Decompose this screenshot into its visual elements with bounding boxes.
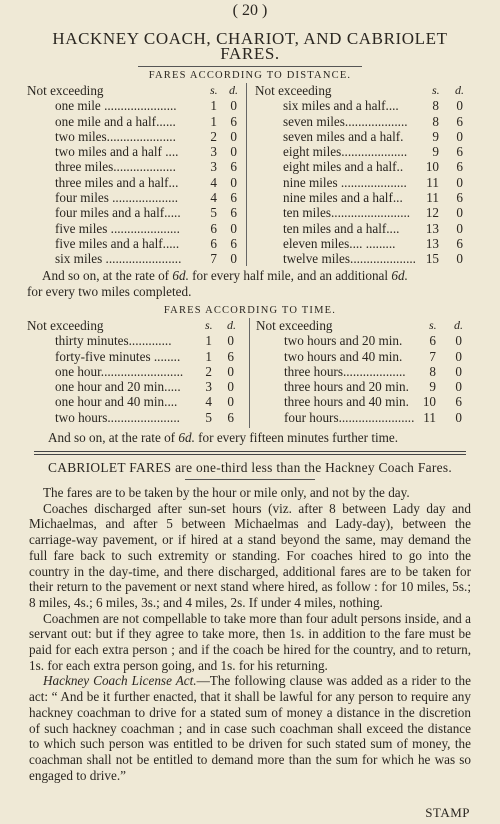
fare-label: seven miles and a half. (283, 128, 404, 144)
fare-row (255, 129, 470, 144)
fare-label: nine miles and a half... (283, 190, 403, 206)
fare-label: one hour......................... (55, 363, 184, 379)
time-column-divider (249, 318, 250, 428)
fare-shillings: 6 (210, 220, 217, 236)
fare-shillings: 8 (432, 113, 439, 129)
fare-shillings: 8 (432, 98, 439, 114)
fare-label: one mile and a half...... (55, 113, 176, 129)
time-left-header (27, 318, 245, 333)
fare-pence: 0 (230, 174, 237, 190)
fare-label: three miles................... (55, 159, 176, 175)
distance-note (42, 268, 482, 283)
fare-shillings: 6 (429, 333, 436, 349)
fare-pence: 0 (227, 363, 234, 379)
fare-shillings: 2 (205, 363, 212, 379)
time-left-column (27, 318, 245, 425)
paragraph-license-act (29, 673, 471, 783)
time-note-text-a: And so on, at the rate of (48, 430, 179, 445)
fare-row (27, 379, 245, 394)
not-exceeding-label: Not exceeding (27, 318, 104, 333)
distance-heading: FARES ACCORDING TO DISTANCE. (148, 70, 352, 81)
fare-row (255, 114, 470, 129)
fare-shillings: 9 (432, 128, 439, 144)
fare-row (255, 159, 470, 174)
fare-label: six miles ....................... (55, 251, 182, 267)
fare-pence: 0 (455, 409, 462, 425)
fare-pence: 0 (456, 251, 463, 267)
fare-label: eight miles and a half.. (283, 159, 404, 175)
fare-shillings: 5 (210, 205, 217, 221)
not-exceeding-label: Not exceeding (27, 83, 104, 98)
fare-row (256, 364, 474, 379)
fare-shillings: 4 (210, 174, 217, 190)
fare-pence: 6 (230, 190, 237, 206)
fare-pence: 0 (456, 174, 463, 190)
fare-pence: 0 (456, 220, 463, 236)
pence-header: d. (227, 318, 236, 332)
not-exceeding-label: Not exceeding (256, 318, 333, 333)
pence-header: d. (455, 83, 464, 97)
fare-shillings: 2 (210, 128, 217, 144)
distance-note-text-a: And so on, at the rate of (42, 268, 173, 283)
fare-pence: 0 (456, 98, 463, 114)
shillings-header: s. (432, 83, 440, 97)
cabriolet-fares-line: CABRIOLET FARES are one-third less than the Hackney Coach Fares. (48, 460, 452, 475)
fare-row (27, 251, 242, 266)
distance-note-rate: 6d. (172, 268, 189, 283)
fare-label: ten miles........................ (283, 205, 411, 221)
fare-row (27, 349, 245, 364)
distance-right-column (255, 83, 470, 267)
fare-pence: 6 (227, 348, 234, 364)
not-exceeding-label: Not exceeding (255, 83, 332, 98)
fare-label: nine miles .................... (283, 174, 407, 190)
fare-pence: 0 (230, 220, 237, 236)
fare-shillings: 9 (429, 379, 436, 395)
fare-pence: 6 (455, 394, 462, 410)
fare-pence: 0 (230, 251, 237, 267)
fare-shillings: 1 (210, 98, 217, 114)
fare-pence: 0 (456, 205, 463, 221)
fare-label: two hours and 40 min. (284, 348, 403, 364)
fare-row (27, 394, 245, 409)
fare-pence: 6 (456, 235, 463, 251)
fare-label: three hours and 40 min. (284, 394, 409, 410)
fare-shillings: 1 (205, 348, 212, 364)
shillings-header: s. (205, 318, 213, 332)
fare-pence: 6 (456, 144, 463, 160)
fare-label: forty-five minutes ........ (55, 348, 181, 364)
fare-label: four hours....................... (284, 409, 415, 425)
fare-label: three hours................... (284, 363, 406, 379)
body-text (29, 485, 471, 783)
fare-row (255, 236, 470, 251)
fare-row (256, 379, 474, 394)
fare-pence: 0 (456, 128, 463, 144)
fare-shillings: 1 (205, 333, 212, 349)
fare-shillings: 15 (425, 251, 439, 267)
paragraph-fares-by-hour: The fares are to be taken by the hour or mile only, and not by the day. (43, 485, 410, 500)
fare-shillings: 8 (429, 363, 436, 379)
fare-shillings: 6 (210, 235, 217, 251)
fare-row (27, 364, 245, 379)
fare-pence: 6 (230, 205, 237, 221)
fare-pence: 0 (455, 379, 462, 395)
distance-note-additional: 6d. (391, 268, 408, 283)
fare-label: ten miles and a half.... (283, 220, 400, 236)
fare-pence: 0 (227, 379, 234, 395)
fare-row (256, 349, 474, 364)
page-title-line-2: FARES. (220, 44, 280, 63)
time-note-text-b: for every fifteen minutes further time. (194, 430, 399, 445)
pence-header: d. (454, 318, 463, 332)
fare-shillings: 11 (426, 190, 439, 206)
fare-row (27, 190, 242, 205)
fare-label: two hours...................... (55, 409, 180, 425)
fare-shillings: 3 (210, 144, 217, 160)
section-rule (185, 479, 315, 480)
fare-pence: 6 (230, 113, 237, 129)
fare-row (256, 410, 474, 425)
fare-label: one hour and 20 min..... (55, 379, 181, 395)
fare-shillings: 7 (429, 348, 436, 364)
fare-shillings: 12 (425, 205, 439, 221)
fare-row (255, 205, 470, 220)
license-act-text: —The following clause was added as a rider to the act: “ And be it further enacted, that it shall be lawful for any person to require any hackney coachman to drive for a stated sum of money a distance in the discretion of such hackney coachman ; and in case such coachman shall exceed the distance to which such person was entitled to be driven for such stated sum of money, the coachman shall not be entitled to demand more than the sum for which he was so engaged to drive.” (29, 673, 471, 783)
fare-shillings: 11 (426, 174, 439, 190)
fare-pence: 0 (230, 98, 237, 114)
fare-label: three hours and 20 min. (284, 379, 409, 395)
fare-row (255, 144, 470, 159)
fare-row (255, 190, 470, 205)
fare-row (255, 221, 470, 236)
fare-row (255, 251, 470, 266)
pence-header: d. (229, 83, 238, 97)
fare-row (27, 205, 242, 220)
distance-note-continued: for every two miles completed. (27, 284, 192, 299)
fare-shillings: 3 (205, 379, 212, 395)
shillings-header: s. (429, 318, 437, 332)
time-right-header (256, 318, 474, 333)
distance-note-text-b: for every half mile, and an additional (188, 268, 392, 283)
fare-pence: 6 (456, 113, 463, 129)
fare-label: two miles..................... (55, 128, 176, 144)
fare-pence: 0 (227, 333, 234, 349)
fare-label: six miles and a half.... (283, 98, 399, 114)
fare-pence: 6 (456, 159, 463, 175)
fare-pence: 6 (456, 190, 463, 206)
fare-pence: 0 (227, 394, 234, 410)
distance-right-header (255, 83, 470, 98)
fare-row (27, 98, 242, 113)
distance-left-column (27, 83, 242, 267)
fare-shillings: 4 (205, 394, 212, 410)
fare-shillings: 7 (210, 251, 217, 267)
time-note-rate: 6d. (178, 430, 195, 445)
fare-shillings: 4 (210, 190, 217, 206)
fare-shillings: 3 (210, 159, 217, 175)
paragraph-persons-inside: Coachmen are not compellable to take more than four adult persons inside, and a servant out: but if they agree to take more, then 1s. in addition to the fare must be paid for each extra person ; and if the coach be hired for the country, and to return, 1s. for each extra person going, and 1s. for his returning. (29, 610, 471, 673)
fare-shillings: 11 (423, 409, 436, 425)
fare-row (27, 333, 245, 348)
title-rule (138, 66, 362, 67)
fare-label: one hour and 40 min.... (55, 394, 178, 410)
fare-pence: 6 (230, 159, 237, 175)
fare-row (27, 410, 245, 425)
fare-pence: 0 (230, 128, 237, 144)
fare-row (27, 236, 242, 251)
fare-row (255, 175, 470, 190)
fare-row (27, 221, 242, 236)
double-rule-bottom (34, 454, 466, 455)
fare-label: four miles .................... (55, 190, 179, 206)
fare-pence: 0 (230, 144, 237, 160)
shillings-header: s. (210, 83, 218, 97)
fare-shillings: 10 (425, 159, 439, 175)
fare-row (27, 175, 242, 190)
fare-label: twelve miles.................... (283, 251, 416, 267)
time-right-column (256, 318, 474, 425)
fare-label: one mile ...................... (55, 98, 177, 114)
catchword: STAMP (425, 805, 470, 820)
fare-shillings: 5 (205, 409, 212, 425)
fare-label: three miles and a half... (55, 174, 179, 190)
double-rule-top (34, 451, 466, 452)
fare-label: five miles ..................... (55, 220, 180, 236)
fare-row (27, 159, 242, 174)
fare-pence: 6 (227, 409, 234, 425)
fare-label: five miles and a half..... (55, 235, 180, 251)
paragraph-sunset-hours: Coaches discharged after sun-set hours (viz. after 8 between Lady day and Michaelmas, and after 5 between Michaelmas and Lady-day), between the carriage-way pavement, or if hired at a stand beyond the same, may demand the full fare back to such extremity or standing. For coaches hired to go into the country in the day-time, and there discharged, additional fares are to be taken for their return to the pavement or next stand where hired, as follow : for 10 miles, 5s.; 8 miles, 4s.; 6 miles, 3s.; and 4 miles, 2s. If under 4 miles, nothing. (29, 500, 471, 610)
fare-shillings: 13 (425, 220, 439, 236)
fare-shillings: 13 (425, 235, 439, 251)
fare-pence: 0 (455, 348, 462, 364)
fare-pence: 6 (230, 235, 237, 251)
fare-row (256, 333, 474, 348)
distance-column-divider (246, 83, 247, 266)
fare-shillings: 1 (210, 113, 217, 129)
fare-shillings: 10 (422, 394, 436, 410)
fare-row (256, 394, 474, 409)
fare-row (27, 114, 242, 129)
fare-row (27, 144, 242, 159)
time-heading: FARES ACCORDING TO TIME. (163, 305, 337, 316)
fare-shillings: 9 (432, 144, 439, 160)
page-number: ( 20 ) (232, 2, 268, 19)
fare-label: four miles and a half..... (55, 205, 181, 221)
fare-label: two hours and 20 min. (284, 333, 403, 349)
page-title-line-1: HACKNEY COACH, CHARIOT, AND CABRIOLET (52, 29, 448, 48)
fare-row (27, 129, 242, 144)
time-note (48, 430, 478, 445)
fare-row (255, 98, 470, 113)
fare-label: thirty minutes............. (55, 333, 172, 349)
distance-left-header (27, 83, 242, 98)
fare-pence: 0 (455, 333, 462, 349)
fare-pence: 0 (455, 363, 462, 379)
fare-label: eight miles.................... (283, 144, 408, 160)
fare-label: seven miles................... (283, 113, 408, 129)
fare-label: eleven miles.... ......... (283, 235, 396, 251)
license-act-title: Hackney Coach License Act. (43, 673, 197, 689)
fare-label: two miles and a half .... (55, 144, 179, 160)
